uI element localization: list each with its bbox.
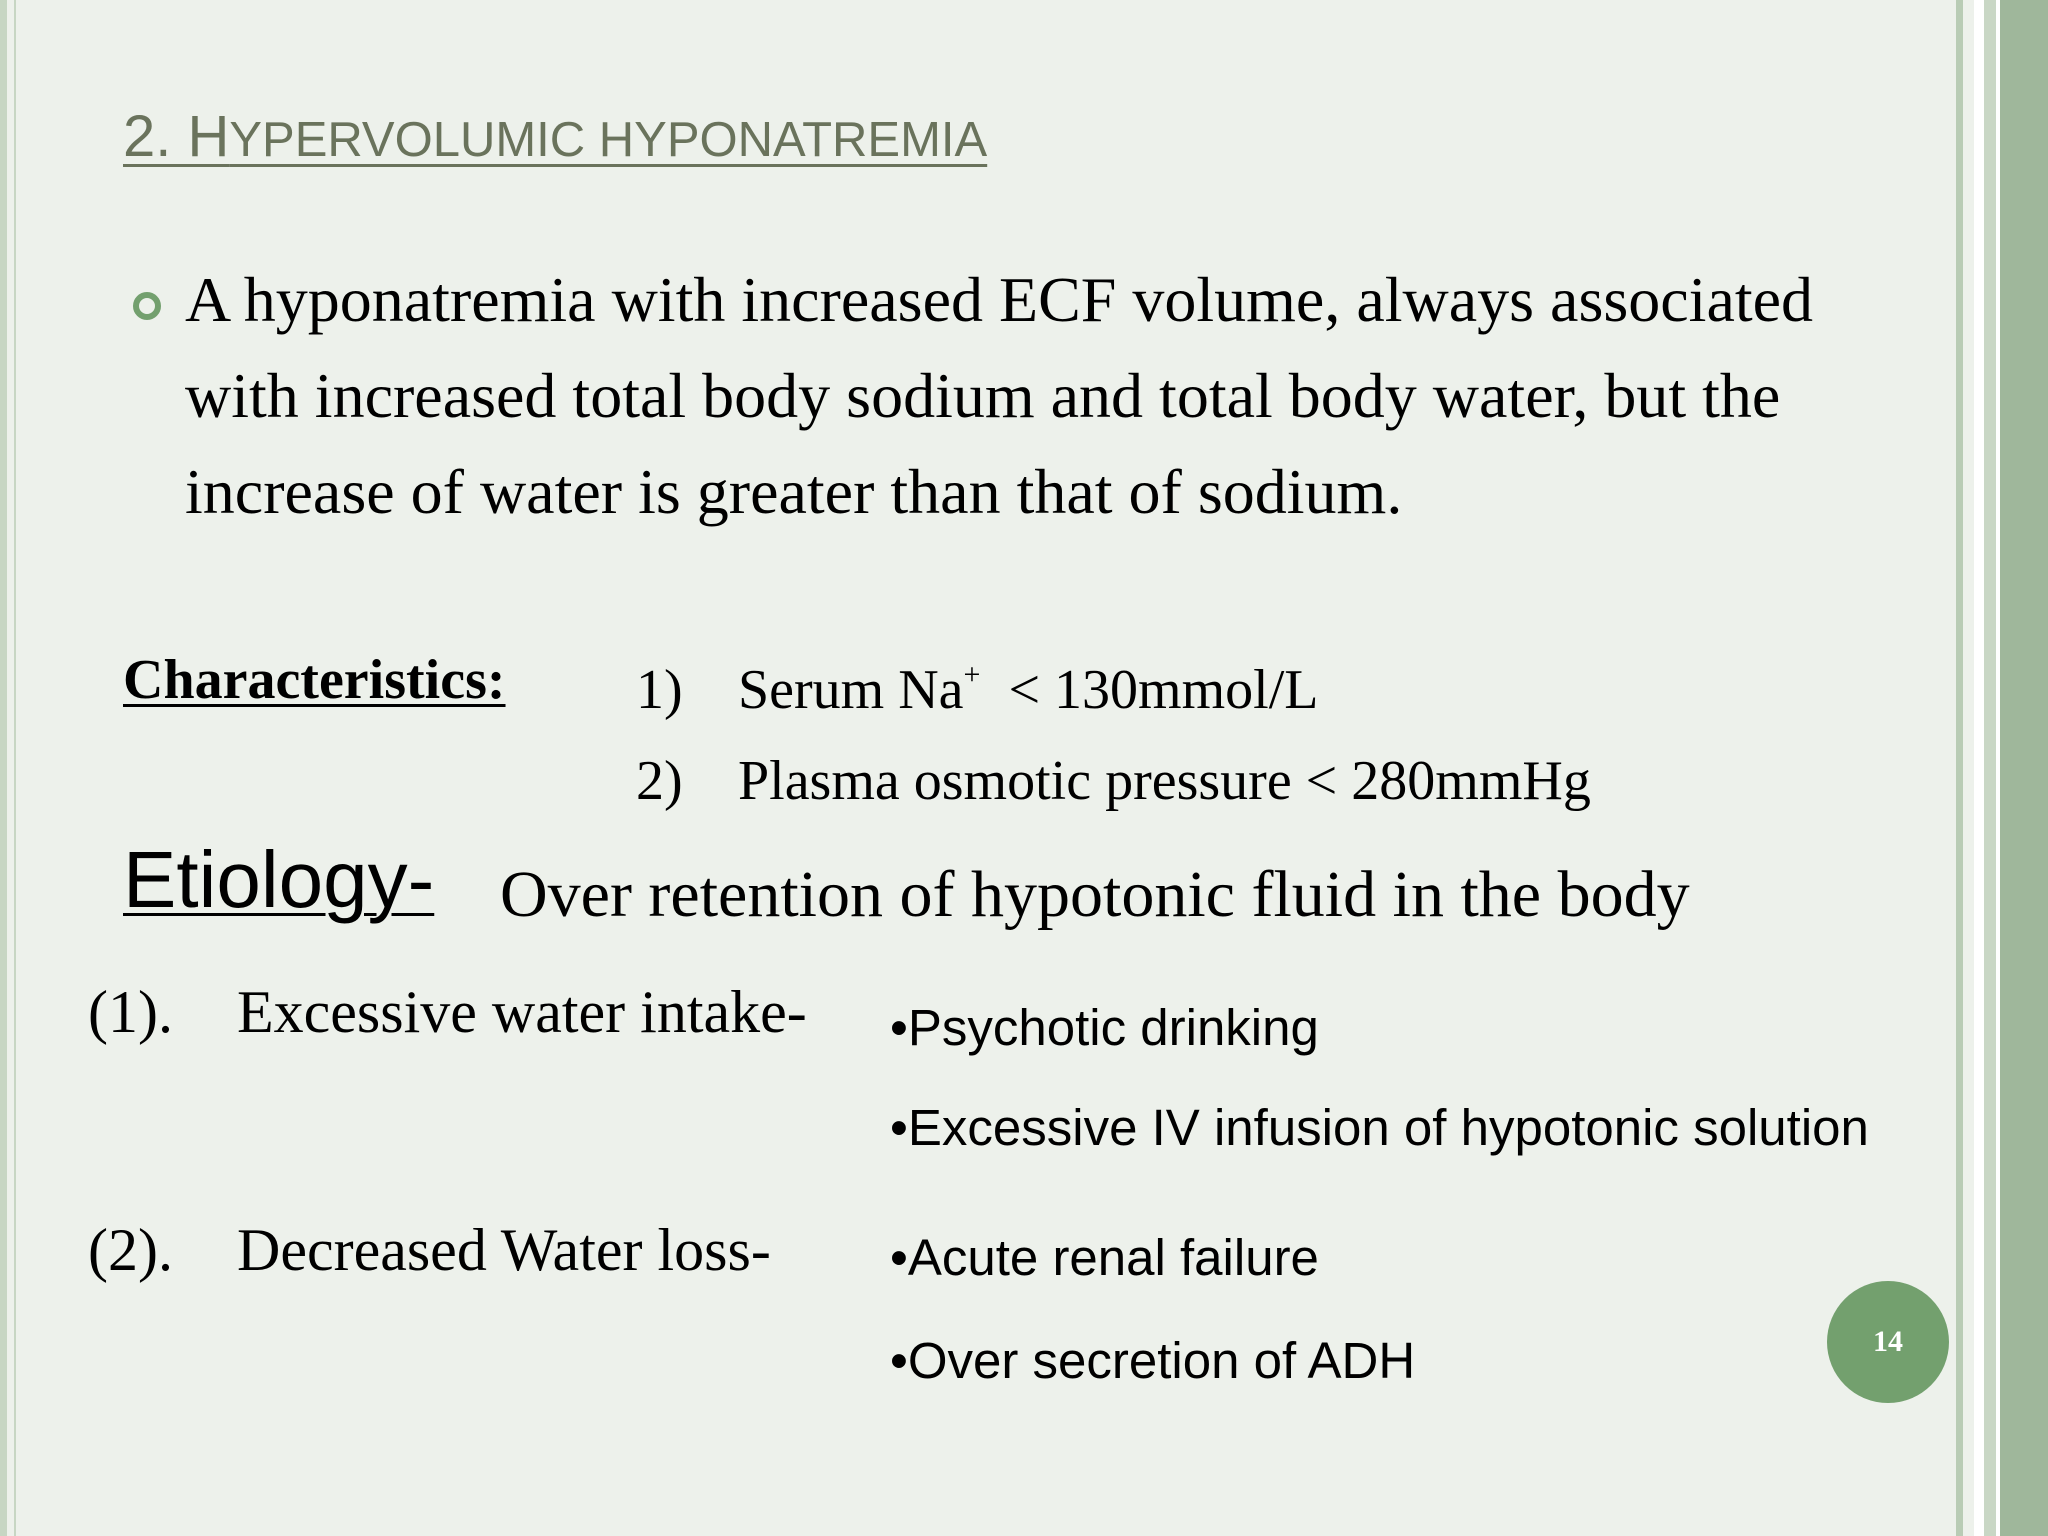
cause-label: Decreased Water loss- <box>237 1217 771 1283</box>
frame-line-right <box>1956 0 1963 1536</box>
circle-bullet-icon <box>131 290 163 322</box>
page-number-badge: 14 <box>1827 1281 1949 1403</box>
serum-na-value: < 130mmol/L <box>980 659 1319 721</box>
serum-na-text: Serum Na <box>738 659 964 721</box>
cause-number: (1). <box>88 979 173 1045</box>
characteristic-number: 1) <box>636 659 683 721</box>
etiology-text: Over retention of hypotonic fluid in the body <box>500 858 1690 931</box>
superscript-plus: + <box>963 658 981 692</box>
definition-paragraph: A hyponatremia with increased ECF volume, always associated with increased total body sodium and total body water, but the increase of water is greater than that of sodium. <box>185 264 1814 527</box>
frame-line-left-thin <box>14 0 16 1536</box>
frame-stripe-right <box>1984 0 1996 1536</box>
frame-line-left <box>0 0 7 1536</box>
characteristic-number: 2) <box>636 750 683 812</box>
etiology-label: Etiology- <box>123 835 435 924</box>
slide-title <box>123 104 988 169</box>
cause-sub-item: •Psychotic drinking <box>890 999 1319 1056</box>
slide-title-rest: YPERVOLUMIC HYPONATREMIA <box>229 113 988 167</box>
cause-sub-item: •Acute renal failure <box>890 1229 1319 1286</box>
slide-title-prefix: 2. H <box>123 104 230 169</box>
characteristic-item: Plasma osmotic pressure < 280mmHg <box>738 750 1591 812</box>
cause-sub-item: •Excessive IV infusion of hypotonic solution <box>890 1099 1869 1156</box>
cause-label: Excessive water intake- <box>237 979 807 1045</box>
frame-border-right <box>2000 0 2048 1536</box>
characteristic-item <box>738 658 1319 721</box>
cause-sub-item: •Over secretion of ADH <box>890 1332 1416 1389</box>
characteristics-label: Characteristics: <box>123 649 506 711</box>
cause-number: (2). <box>88 1217 173 1283</box>
